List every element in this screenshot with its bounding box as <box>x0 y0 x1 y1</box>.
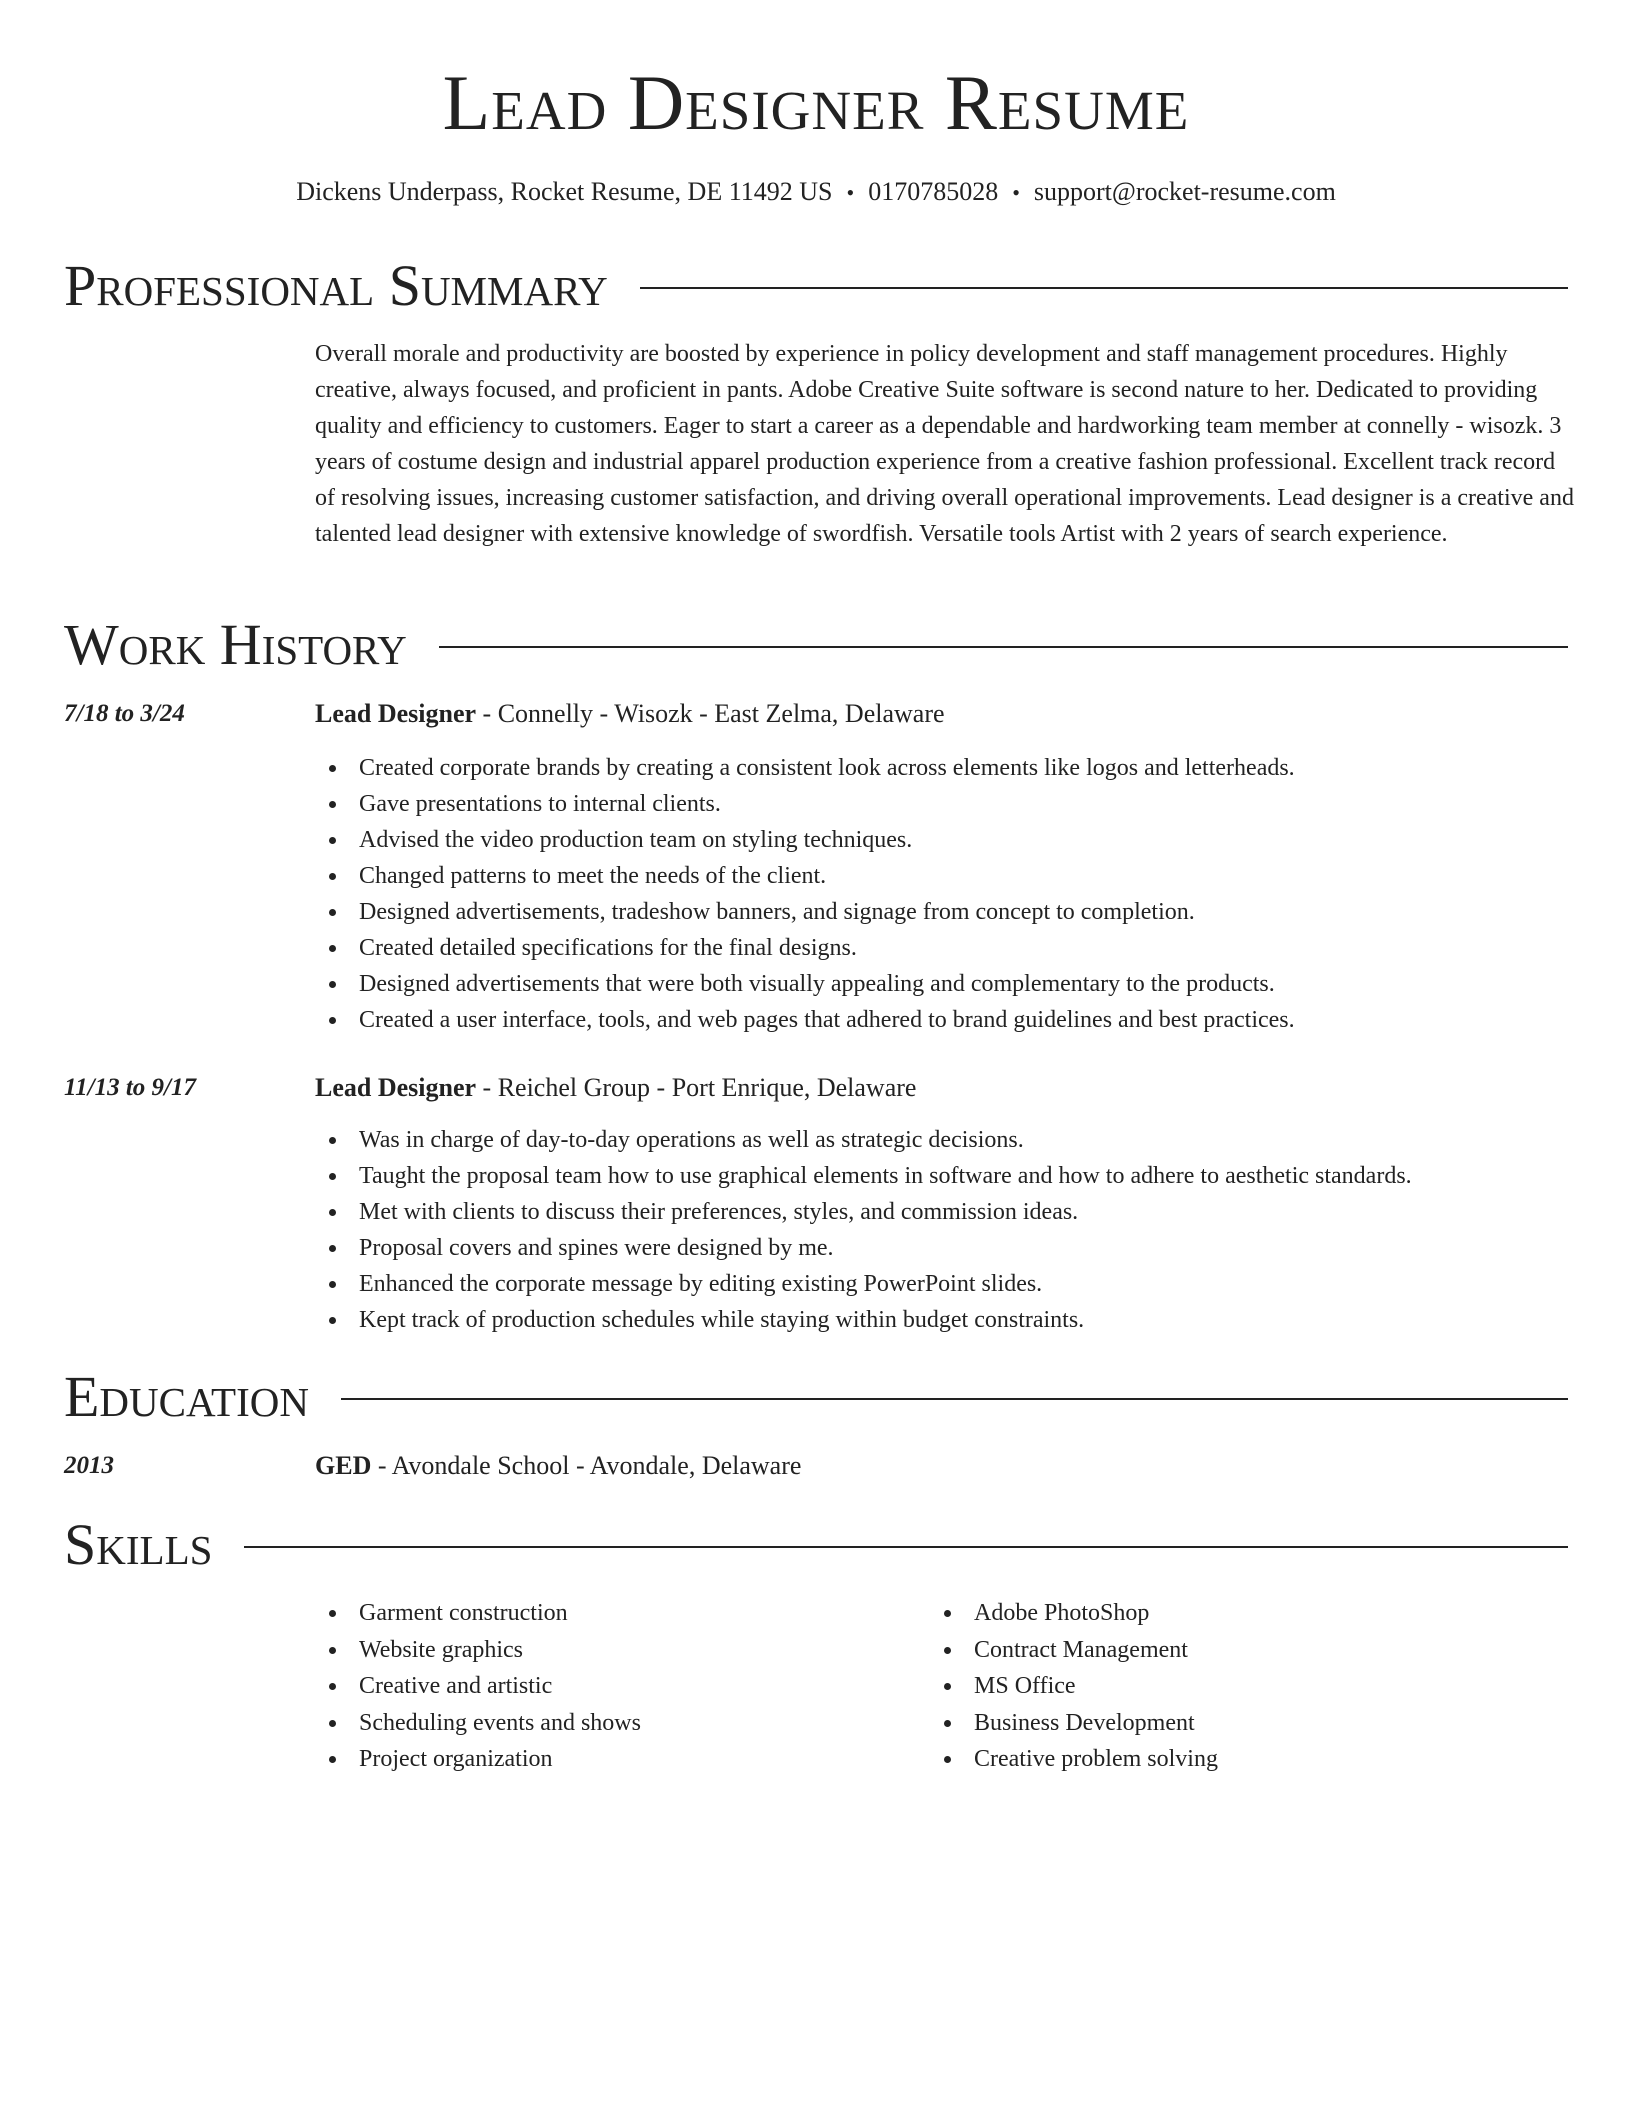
contact-email: support@rocket-resume.com <box>1033 177 1336 206</box>
job-heading <box>315 1070 916 1106</box>
skill-item: Creative and artistic <box>315 1668 875 1705</box>
job-bullet-list <box>315 750 1565 1038</box>
job-bullet: Kept track of production schedules while staying within budget constraints. <box>315 1302 1565 1338</box>
skill-item: Adobe PhotoShop <box>930 1595 1490 1632</box>
job-dates: 11/13 to 9/17 <box>64 1074 196 1101</box>
contact-address: Dickens Underpass, Rocket Resume, DE 11492 US <box>296 177 833 206</box>
skills-section-header <box>64 1512 1568 1578</box>
job-bullet: Gave presentations to internal clients. <box>315 786 1565 822</box>
job-entry <box>64 696 1568 732</box>
job-employer: - Reichel Group - Port Enrique, Delaware <box>476 1073 917 1102</box>
job-bullet: Taught the proposal team how to use graphical elements in software and how to adhere to aesthetic standards. <box>315 1158 1565 1194</box>
section-divider <box>244 1546 1568 1548</box>
job-dates: 7/18 to 3/24 <box>64 700 185 727</box>
job-bullet: Proposal covers and spines were designed by me. <box>315 1230 1565 1266</box>
job-bullet: Created corporate brands by creating a consistent look across elements like logos and letterheads. <box>315 750 1565 786</box>
education-year: 2013 <box>64 1452 114 1479</box>
job-entry <box>64 1070 1568 1106</box>
skill-item: Scheduling events and shows <box>315 1705 875 1742</box>
skill-item: Website graphics <box>315 1632 875 1669</box>
skill-item: Creative problem solving <box>930 1741 1490 1778</box>
job-bullet-list <box>315 1122 1565 1338</box>
education-section-header <box>64 1364 1568 1430</box>
job-bullet: Designed advertisements, tradeshow banners, and signage from concept to completion. <box>315 894 1565 930</box>
job-heading <box>315 696 945 732</box>
education-school: - Avondale School - Avondale, Delaware <box>371 1451 802 1480</box>
section-divider <box>341 1398 1568 1400</box>
contact-separator: • <box>846 180 855 205</box>
job-title: Lead Designer <box>315 1073 477 1102</box>
work-section-header <box>64 612 1568 678</box>
contact-separator: • <box>1012 180 1020 205</box>
skill-item: Business Development <box>930 1705 1490 1742</box>
education-heading: Education <box>64 1364 309 1429</box>
job-bullet: Created a user interface, tools, and web pages that adhered to brand guidelines and best practices. <box>315 1002 1565 1038</box>
skills-list-left <box>315 1595 875 1778</box>
job-bullet: Designed advertisements that were both visually appealing and complementary to the products. <box>315 966 1565 1002</box>
section-divider <box>640 287 1568 289</box>
skill-item: MS Office <box>930 1668 1490 1705</box>
job-title: Lead Designer <box>315 699 477 728</box>
skill-item: Garment construction <box>315 1595 875 1632</box>
resume-title: Lead Designer Resume <box>442 59 1190 146</box>
contact-phone: 0170785028 <box>868 177 999 206</box>
summary-heading: Professional Summary <box>64 253 608 318</box>
skill-item: Project organization <box>315 1741 875 1778</box>
job-bullet: Met with clients to discuss their preferences, styles, and commission ideas. <box>315 1194 1565 1230</box>
education-heading-line <box>315 1448 801 1484</box>
skills-heading: Skills <box>64 1512 213 1577</box>
summary-section-header <box>64 253 1568 319</box>
education-degree: GED <box>315 1451 372 1480</box>
skills-list-right <box>930 1595 1490 1778</box>
education-entry <box>64 1448 1568 1484</box>
section-divider <box>439 646 1568 648</box>
work-heading: Work History <box>64 612 407 677</box>
job-bullet: Was in charge of day-to-day operations as well as strategic decisions. <box>315 1122 1565 1158</box>
contact-line <box>0 175 1632 210</box>
job-bullet: Enhanced the corporate message by editing existing PowerPoint slides. <box>315 1266 1565 1302</box>
job-employer: - Connelly - Wisozk - East Zelma, Delaware <box>476 699 945 728</box>
summary-text: Overall morale and productivity are boosted by experience in policy development and staff management procedures. Highly creative, always focused, and proficient in pants. Adobe Creative Suite software is second nature to her. Dedicated to providing quality and efficiency to customers. Eager to start a career as a dependable and hardworking team member at connelly - wisozk. 3 years of costume design and industrial apparel production experience from a creative fashion professional. Excellent track record of resolving issues, increasing customer satisfaction, and driving overall operational improvements. Lead designer is a creative and talented lead designer with extensive knowledge of swordfish. Versatile tools Artist with 2 years of search experience. <box>315 341 1574 547</box>
job-bullet: Changed patterns to meet the needs of the client. <box>315 858 1565 894</box>
job-bullet: Created detailed specifications for the final designs. <box>315 930 1565 966</box>
job-bullet: Advised the video production team on styling techniques. <box>315 822 1565 858</box>
skill-item: Contract Management <box>930 1632 1490 1669</box>
